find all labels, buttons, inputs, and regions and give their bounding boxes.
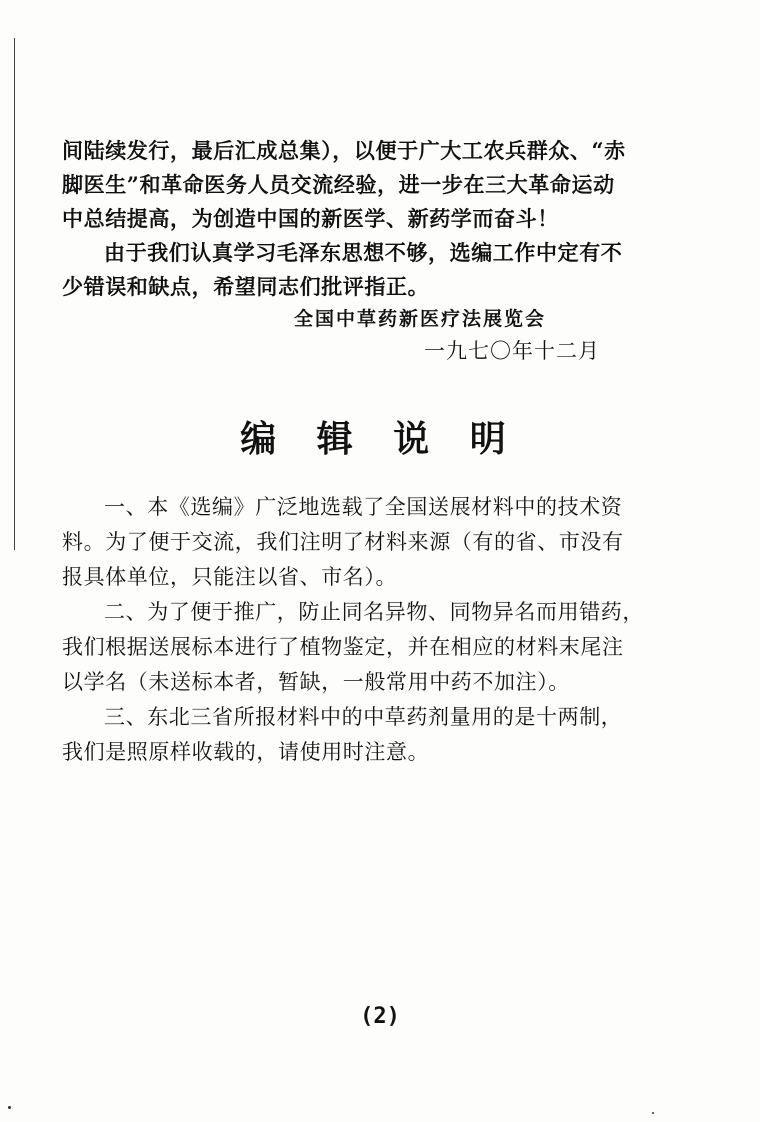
signature-organization: 全国中草药新医疗法展览会: [294, 308, 547, 330]
scan-speck: [8, 1106, 11, 1109]
preface-line: 由于我们认真学习毛泽东思想不够，选编工作中定有不: [104, 240, 623, 265]
editorial-notes: [62, 490, 662, 770]
note-line: 报具体单位，只能注以省、市名）。: [62, 565, 398, 589]
note-line: 以学名（未送标本者，暂缺，一般常用中药不加注）。: [62, 670, 570, 694]
note-line: 一、本《选编》广泛地选载了全国送展材料中的技术资: [104, 495, 623, 519]
note-line: 二、为了便于推广，防止同名异物、同物异名而用错药，: [104, 600, 644, 624]
preface-line: 脚医生”和革命医务人员交流经验，进一步在三大革命运动: [62, 172, 615, 197]
binding-edge-line: [14, 38, 15, 550]
page-number: (2): [360, 1004, 400, 1029]
section-title: 编 辑 说 明: [240, 418, 520, 460]
preface-continuation: [62, 134, 662, 304]
preface-line: 少错误和缺点，希望同志们批评指正。: [62, 274, 430, 299]
note-line: 三、东北三省所报材料中的中草药剂量用的是十两制，: [104, 705, 623, 729]
note-line: 我们是照原样收载的，请使用时注意。: [62, 740, 430, 764]
note-line: 我们根据送展标本进行了植物鉴定，并在相应的材料末尾注: [62, 635, 624, 659]
note-line: 料。为了便于交流，我们注明了材料来源（有的省、市没有: [62, 530, 624, 554]
scan-speck: [652, 1112, 654, 1114]
signature-date: 一九七〇年十二月: [424, 339, 600, 363]
preface-line: 中总结提高，为创造中国的新医学、新药学而奋斗！: [62, 206, 559, 231]
preface-line: 间陆续发行，最后汇成总集），以便于广大工农兵群众、“赤: [62, 138, 626, 163]
